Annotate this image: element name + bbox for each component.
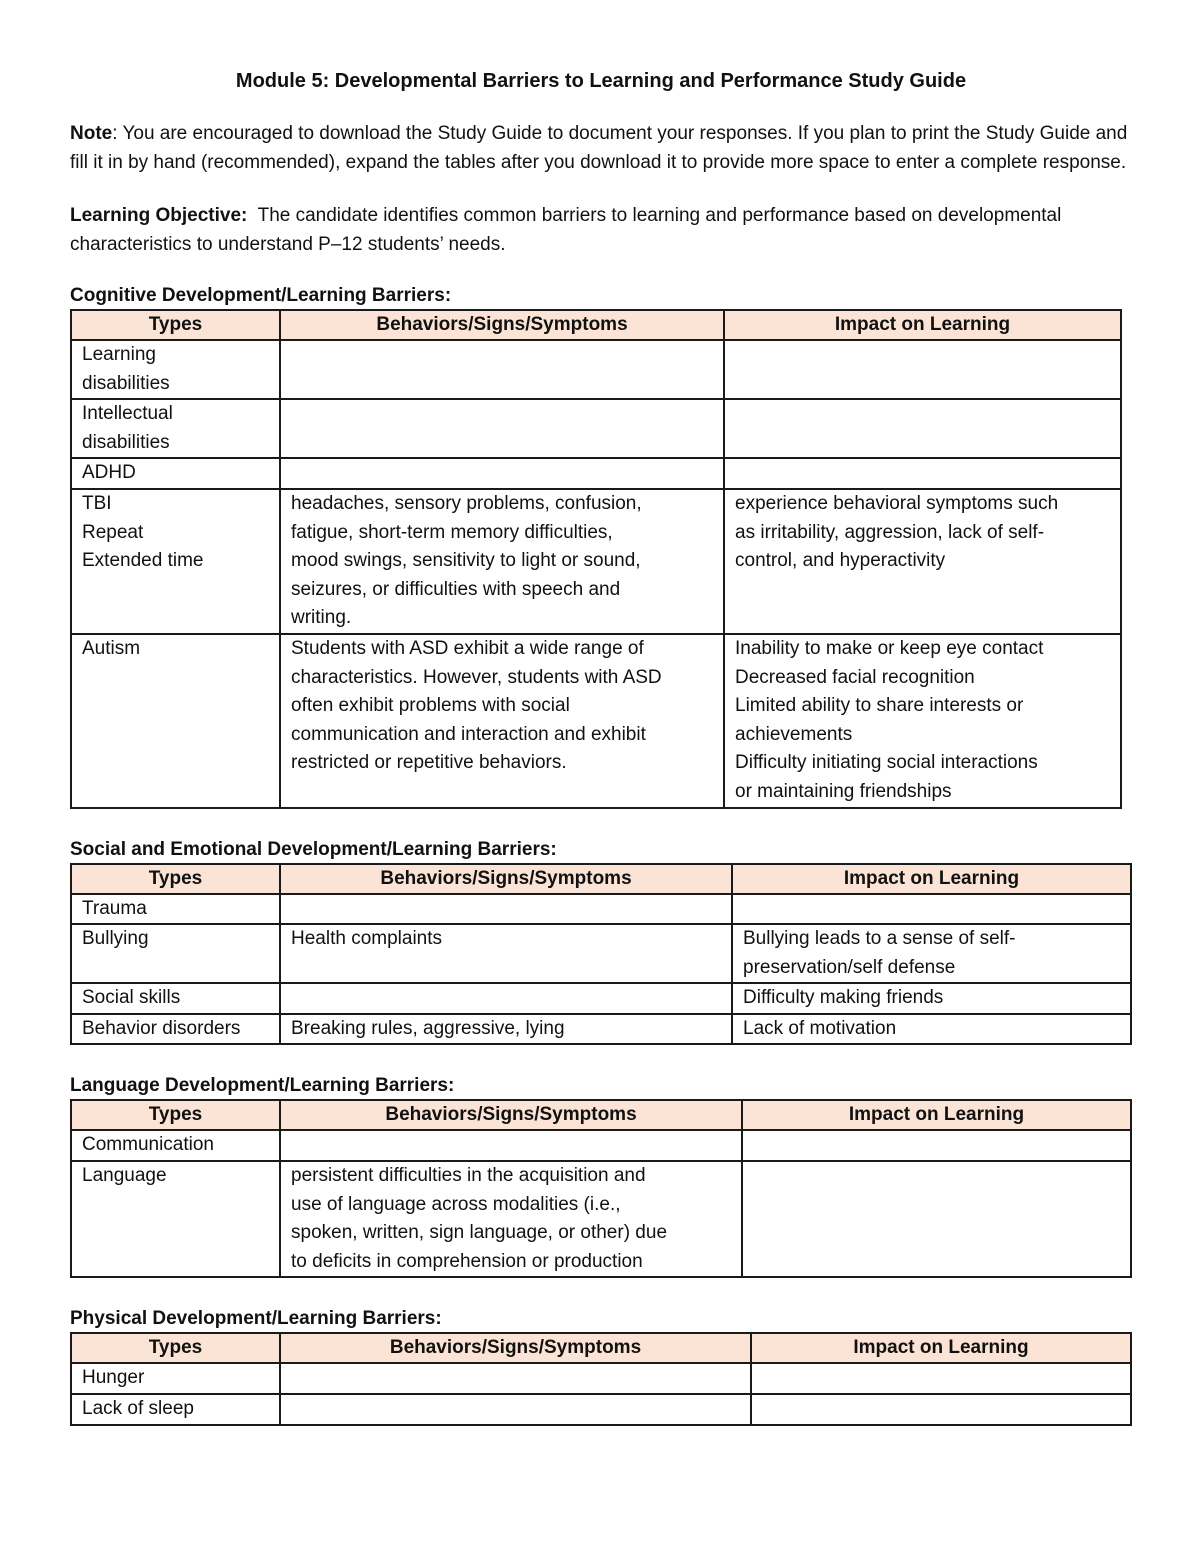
cell-type (71, 399, 280, 458)
cell-line: use of language across modalities (i.e., (291, 1193, 621, 1215)
cell-line: disabilities (82, 372, 170, 394)
cell-line: seizures, or difficulties with speech and (291, 578, 621, 600)
header-behaviors: Behaviors/Signs/Symptoms (280, 310, 724, 340)
cell-line: characteristics. However, students with ASD (291, 666, 662, 688)
cell-line: Decreased facial recognition (735, 666, 975, 688)
cell-line: Intellectual (82, 403, 173, 425)
cell-line: preservation/self defense (743, 956, 956, 978)
cell-type (71, 894, 280, 925)
cell-line: ADHD (82, 462, 136, 484)
table-row (71, 634, 1121, 808)
note-text: : You are encouraged to download the Study Guide to document your responses. If you plan to print the Study Guide and fill it in by hand (recommended), expand the tables after you download it to provide more space to enter a complete response. (70, 123, 1128, 173)
cell-impact (724, 458, 1121, 489)
cell-line: Language (82, 1165, 167, 1187)
cell-behaviors (280, 489, 724, 634)
table-header-row (71, 310, 1121, 340)
cell-impact (751, 1363, 1131, 1394)
header-impact: Impact on Learning (751, 1333, 1131, 1363)
header-types: Types (71, 1333, 280, 1363)
cell-line: Behavior disorders (82, 1017, 241, 1039)
cell-line: Health complaints (291, 928, 443, 950)
cell-type (71, 983, 280, 1014)
header-behaviors: Behaviors/Signs/Symptoms (280, 864, 732, 894)
table-header-row (71, 864, 1131, 894)
header-impact: Impact on Learning (742, 1100, 1131, 1130)
table-row (71, 1394, 1131, 1425)
cell-behaviors (280, 1394, 751, 1425)
cell-behaviors (280, 634, 724, 808)
cell-type (71, 1161, 280, 1277)
cell-line: spoken, written, sign language, or other) due (291, 1222, 668, 1244)
physical-section-title: Physical Development/Learning Barriers: (70, 1308, 442, 1330)
cell-line: to deficits in comprehension or production (291, 1250, 643, 1272)
header-impact: Impact on Learning (732, 864, 1131, 894)
cell-type (71, 458, 280, 489)
cell-impact (724, 399, 1121, 458)
cell-line: fatigue, short-term memory difficulties, (291, 521, 613, 543)
social-section-title: Social and Emotional Development/Learning Barriers: (70, 838, 557, 860)
cell-line: often exhibit problems with social (291, 695, 570, 717)
cell-type (71, 1394, 280, 1425)
cell-type (71, 340, 280, 399)
cell-line: Lack of motivation (743, 1017, 897, 1039)
language-table (70, 1099, 1132, 1278)
table-row (71, 489, 1121, 634)
cell-line: writing. (291, 607, 352, 629)
table-row (71, 1014, 1131, 1045)
cell-line: or maintaining friendships (735, 780, 952, 802)
cell-type (71, 1363, 280, 1394)
cognitive-table (70, 309, 1122, 809)
cell-line: Limited ability to share interests or (735, 695, 1024, 717)
cell-impact (732, 894, 1131, 925)
cell-type (71, 924, 280, 983)
cell-line: achievements (735, 723, 853, 745)
header-types: Types (71, 310, 280, 340)
cell-behaviors (280, 458, 724, 489)
cell-type (71, 1130, 280, 1161)
cell-line: Lack of sleep (82, 1398, 194, 1420)
cell-behaviors (280, 1014, 732, 1045)
header-impact: Impact on Learning (724, 310, 1121, 340)
header-types: Types (71, 1100, 280, 1130)
cell-line: persistent difficulties in the acquisition and (291, 1165, 646, 1187)
note-paragraph (70, 119, 1132, 177)
cell-line: TBI (82, 492, 112, 514)
header-behaviors: Behaviors/Signs/Symptoms (280, 1333, 751, 1363)
study-guide-page (70, 70, 1132, 1454)
cell-impact (751, 1394, 1131, 1425)
cell-behaviors (280, 399, 724, 458)
cell-line: Breaking rules, aggressive, lying (291, 1017, 565, 1039)
cell-line: Repeat (82, 521, 144, 543)
cell-behaviors (280, 983, 732, 1014)
cell-behaviors (280, 1363, 751, 1394)
cell-line: Difficulty initiating social interactions (735, 752, 1038, 774)
cell-line: headaches, sensory problems, confusion, (291, 492, 642, 514)
cell-impact (724, 634, 1121, 808)
social-table (70, 863, 1132, 1046)
cell-impact (742, 1130, 1131, 1161)
cell-line: communication and interaction and exhibit (291, 723, 646, 745)
cell-line: Difficulty making friends (743, 987, 944, 1009)
table-row (71, 1161, 1131, 1277)
cell-impact (732, 983, 1131, 1014)
cell-line: mood swings, sensitivity to light or sound, (291, 550, 641, 572)
cell-type (71, 1014, 280, 1045)
table-row (71, 458, 1121, 489)
page-title: Module 5: Developmental Barriers to Learning and Performance Study Guide (235, 70, 967, 92)
cell-line: Learning (82, 344, 156, 365)
table-row (71, 340, 1121, 399)
cell-behaviors (280, 894, 732, 925)
cell-line: Bullying (82, 928, 149, 950)
cell-line: control, and hyperactivity (735, 550, 946, 572)
cell-behaviors (280, 924, 732, 983)
cell-impact (732, 924, 1131, 983)
table-row (71, 399, 1121, 458)
cell-line: Inability to make or keep eye contact (735, 637, 1044, 659)
cell-behaviors (280, 1161, 742, 1277)
header-types: Types (71, 864, 280, 894)
cell-line: Communication (82, 1134, 214, 1156)
cell-line: restricted or repetitive behaviors. (291, 752, 567, 774)
cognitive-section-title: Cognitive Development/Learning Barriers: (70, 285, 452, 306)
cell-line: Extended time (82, 550, 204, 572)
objective-text: The candidate identifies common barriers to learning and performance based on developmental characteristics to understand P–12 students’ needs. (70, 205, 1067, 255)
cell-impact (732, 1014, 1131, 1045)
cell-line: Students with ASD exhibit a wide range of (291, 637, 644, 659)
objective-label: Learning Objective: (70, 205, 248, 226)
objective-paragraph (70, 201, 1132, 259)
table-row (71, 983, 1131, 1014)
cell-line: Social skills (82, 987, 181, 1009)
physical-table (70, 1332, 1132, 1425)
cell-line: Autism (82, 637, 141, 659)
cell-behaviors (280, 1130, 742, 1161)
note-label: Note (70, 123, 113, 144)
cell-line: Hunger (82, 1367, 145, 1389)
header-behaviors: Behaviors/Signs/Symptoms (280, 1100, 742, 1130)
table-row (71, 1363, 1131, 1394)
cell-line: Bullying leads to a sense of self- (743, 928, 1016, 950)
table-header-row (71, 1333, 1131, 1363)
language-section-title: Language Development/Learning Barriers: (70, 1075, 455, 1097)
cell-type (71, 634, 280, 808)
cell-impact (724, 489, 1121, 634)
cell-line: Trauma (82, 897, 147, 919)
cell-line: as irritability, aggression, lack of self- (735, 521, 1045, 543)
table-row (71, 924, 1131, 983)
cell-line: experience behavioral symptoms such (735, 492, 1059, 514)
cell-type (71, 489, 280, 634)
cell-impact (724, 340, 1121, 399)
table-header-row (71, 1100, 1131, 1130)
cell-impact (742, 1161, 1131, 1277)
table-row (71, 894, 1131, 925)
table-row (71, 1130, 1131, 1161)
cell-line: disabilities (82, 431, 170, 453)
cell-behaviors (280, 340, 724, 399)
